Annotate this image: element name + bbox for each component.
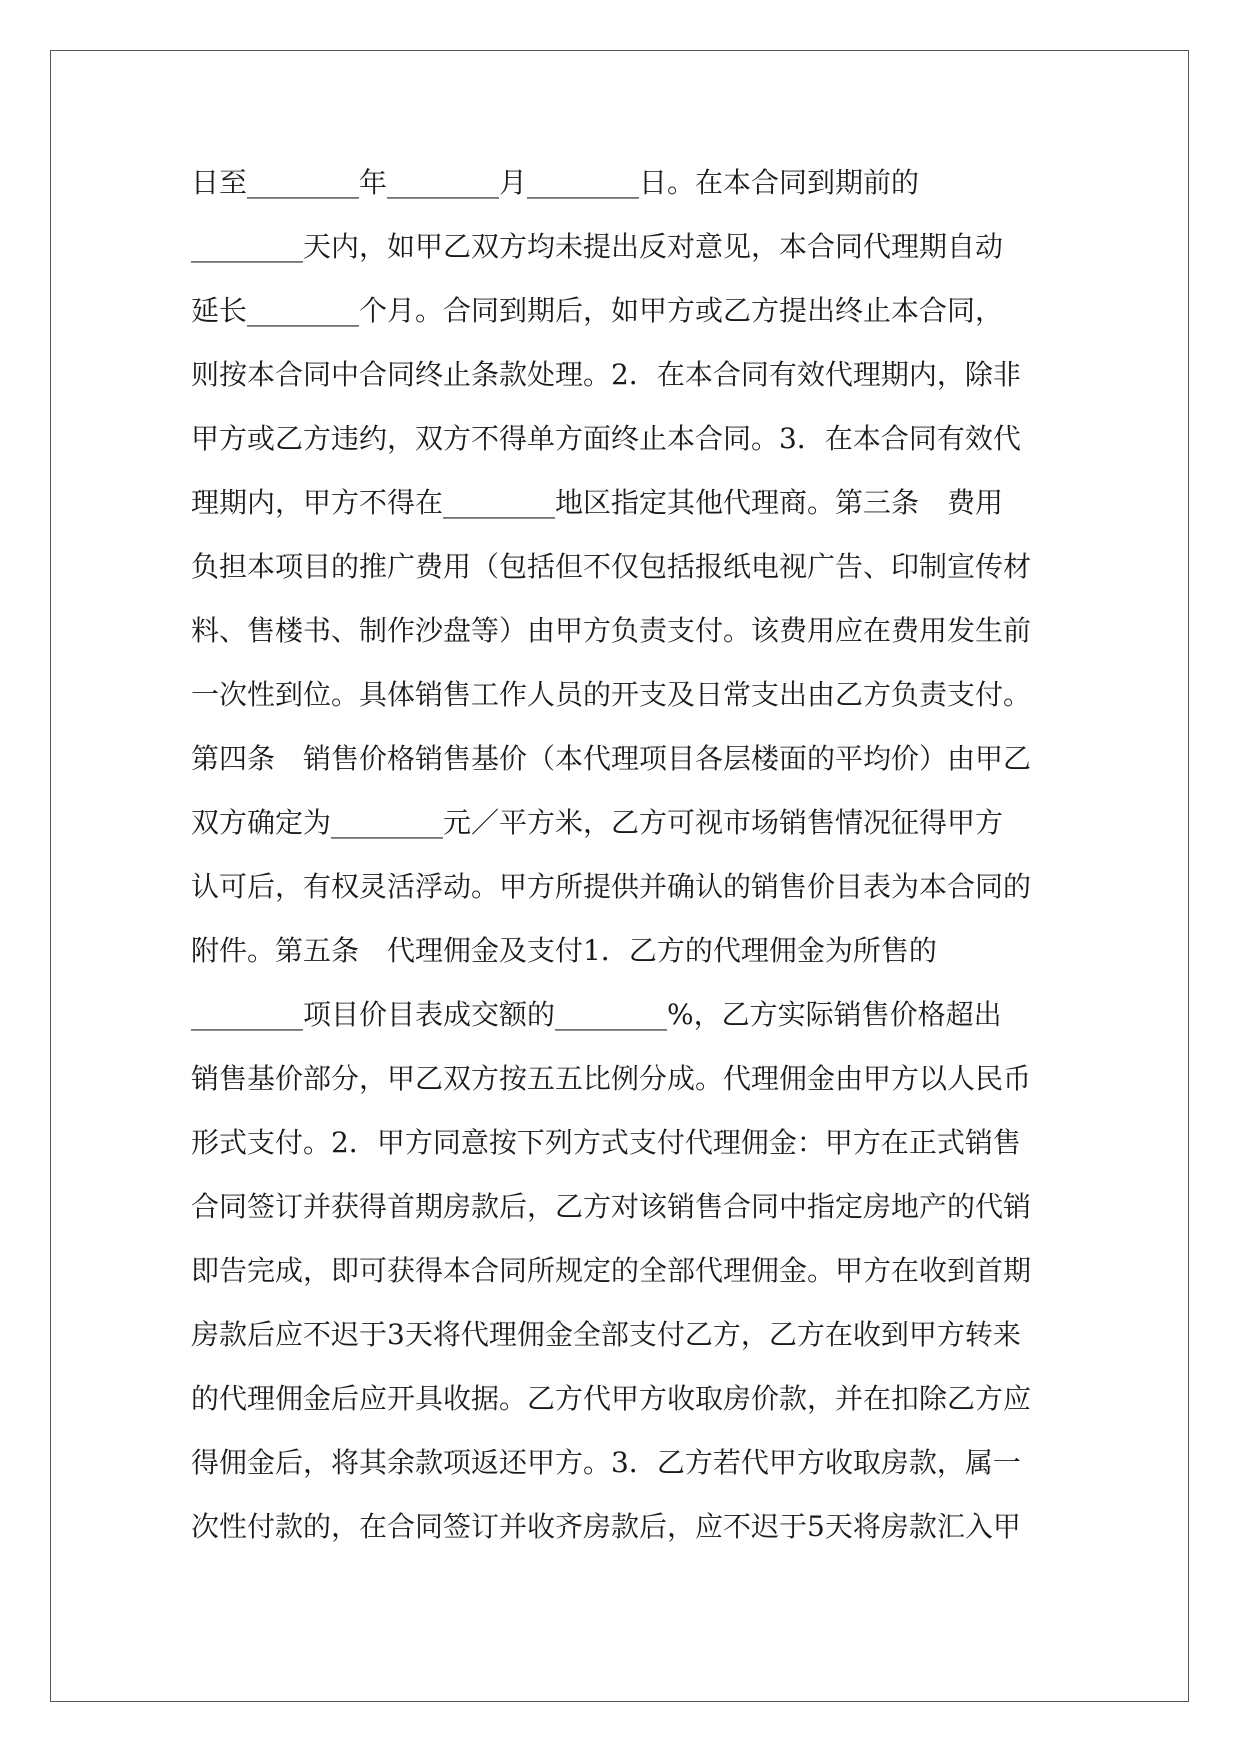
text-line-3: 延长________个月。合同到期后，如甲方或乙方提出终止本合同，: [191, 294, 1004, 327]
text-line-10: 第四条 销售价格销售基价（本代理项目各层楼面的平均价）由甲乙: [191, 742, 1032, 775]
text-line-21: 得佣金后，将其余款项返还甲方。3．乙方若代甲方收取房款，属一: [191, 1446, 1021, 1479]
text-line-18: 即告完成，即可获得本合同所规定的全部代理佣金。甲方在收到首期: [191, 1254, 1032, 1287]
text-line-8: 料、售楼书、制作沙盘等）由甲方负责支付。该费用应在费用发生前: [191, 614, 1032, 647]
text-line-22: 次性付款的，在合同签订并收齐房款后，应不迟于5天将房款汇入甲: [191, 1510, 1021, 1543]
text-line-12: 认可后，有权灵活浮动。甲方所提供并确认的销售价目表为本合同的: [191, 870, 1032, 903]
text-line-6: 理期内，甲方不得在________地区指定其他代理商。第三条 费用: [191, 486, 1004, 519]
text-line-17: 合同签订并获得首期房款后，乙方对该销售合同中指定房地产的代销: [191, 1190, 1032, 1223]
text-line-19: 房款后应不迟于3天将代理佣金全部支付乙方，乙方在收到甲方转来: [191, 1318, 1021, 1351]
contract-text: [191, 160, 1071, 1568]
text-line-14: ________项目价目表成交额的________%，乙方实际销售价格超出: [191, 998, 1002, 1031]
text-line-9: 一次性到位。具体销售工作人员的开支及日常支出由乙方负责支付。: [191, 678, 1032, 711]
text-line-16: 形式支付。2．甲方同意按下列方式支付代理佣金：甲方在正式销售: [191, 1126, 1021, 1159]
text-line-20: 的代理佣金后应开具收据。乙方代甲方收取房价款，并在扣除乙方应: [191, 1382, 1032, 1415]
text-line-13: 附件。第五条 代理佣金及支付1．乙方的代理佣金为所售的: [191, 934, 937, 967]
text-line-11: 双方确定为________元／平方米，乙方可视市场销售情况征得甲方: [191, 806, 1004, 839]
text-line-1: 日至________年________月________日。在本合同到期前的: [191, 166, 920, 199]
text-line-15: 销售基价部分，甲乙双方按五五比例分成。代理佣金由甲方以人民币: [191, 1062, 1032, 1095]
text-line-7: 负担本项目的推广费用（包括但不仅包括报纸电视广告、印制宣传材: [191, 550, 1032, 583]
text-line-2: ________天内，如甲乙双方均未提出反对意见，本合同代理期自动: [191, 230, 1004, 263]
text-line-4: 则按本合同中合同终止条款处理。2．在本合同有效代理期内，除非: [191, 358, 1021, 391]
text-line-5: 甲方或乙方违约，双方不得单方面终止本合同。3．在本合同有效代: [191, 422, 1021, 455]
